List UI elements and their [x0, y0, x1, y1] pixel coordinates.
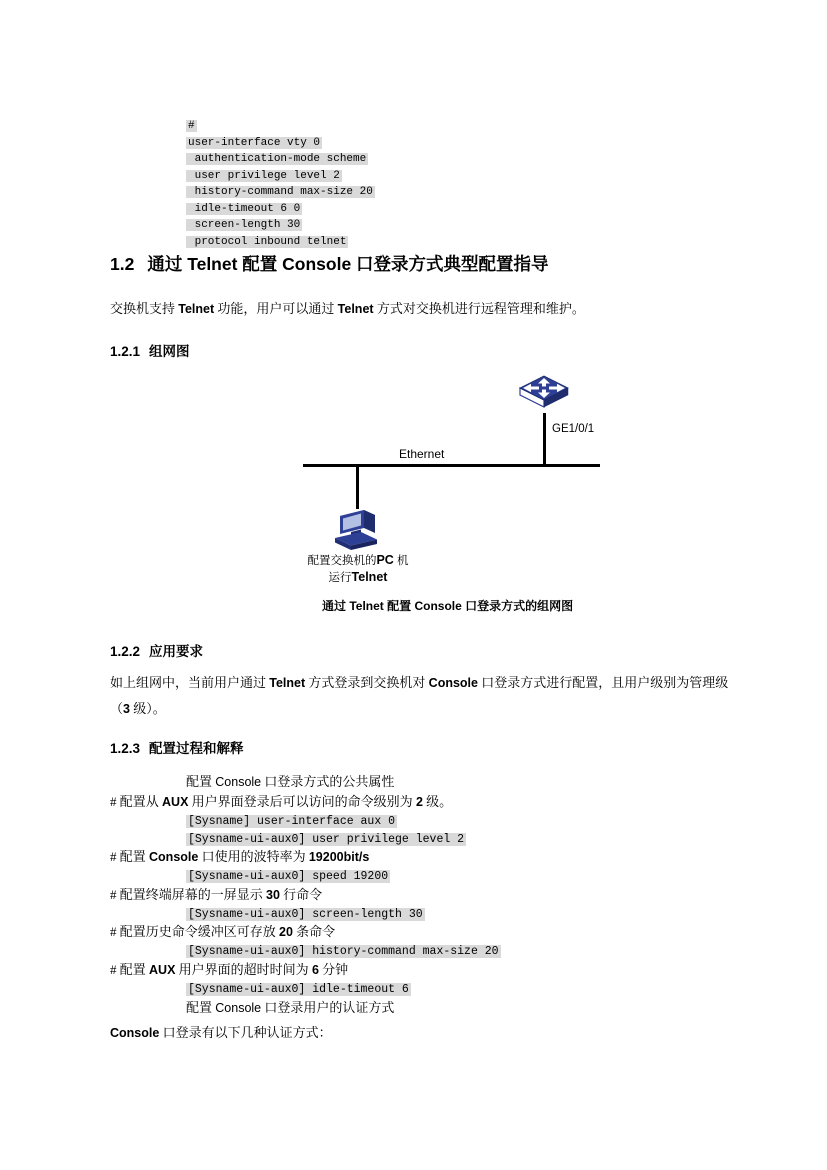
config-step [110, 922, 770, 960]
ethernet-label: Ethernet [399, 447, 445, 461]
section-title: 配置过程和解释 [149, 741, 244, 756]
step-code-block: [Sysname-ui-aux0] speed 19200 [188, 870, 389, 884]
section-1-2-heading [110, 251, 549, 276]
step-description: # 配置从 AUX 用户界面登录后可以访问的命令级别为 2 级。 [110, 794, 453, 809]
vty-config-code-block: # user-interface vty 0 authentication-mode scheme user privilege level 2 history-command max-size 20 idle-timeout 6 0 screen-length 30 protocol inbound telnet [188, 120, 373, 248]
section-title: 组网图 [149, 344, 190, 359]
network-diagram [0, 370, 827, 592]
switch-link-line [543, 413, 546, 466]
section-number: 1.2.2 [110, 644, 141, 659]
pc-icon [331, 503, 389, 553]
step-code-block: [Sysname-ui-aux0] history-command max-size 20 [188, 945, 499, 959]
config-step [110, 792, 770, 847]
step-description: # 配置 Console 口使用的波特率为 19200bit/s [110, 849, 370, 865]
step-code-block: [Sysname-ui-aux0] screen-length 30 [188, 907, 423, 921]
intro-paragraph: 交换机支持 Telnet 功能，用户可以通过 Telnet 方式对交换机进行远程管理和维护。 [110, 301, 585, 316]
requirement-paragraph: 如上组网中，当前用户通过 Telnet 方式登录到交换机对 Console 口登录方式进行配置，且用户级别为管理级（3 级）。 [110, 675, 729, 716]
pc-caption-line2: 运行Telnet [328, 570, 388, 584]
section-number: 1.2.1 [110, 344, 141, 359]
list-item-auth-mode: 配置 Console 口登录用户的认证方式 [186, 999, 395, 1015]
section-title: 应用要求 [149, 644, 204, 659]
list-item-common-properties: 配置 Console 口登录方式的公共属性 [186, 774, 395, 789]
step-description: # 配置历史命令缓冲区可存放 20 条命令 [110, 924, 336, 940]
config-step [110, 847, 770, 885]
pc-caption-line1: 配置交换机的PC 机 [307, 553, 409, 567]
section-1-2-3-heading [110, 737, 244, 757]
switch-icon [519, 375, 569, 417]
section-1-2-1-heading [110, 340, 190, 360]
figure-caption: 通过 Telnet 配置 Console 口登录方式的组网图 [322, 599, 574, 613]
section-1-2-2-heading [110, 640, 203, 660]
section-title: 通过 Telnet 配置 Console 口登录方式典型配置指导 [147, 254, 549, 274]
configuration-steps [110, 772, 770, 1043]
config-step [110, 885, 770, 923]
step-description: # 配置 AUX 用户界面的超时时间为 6 分钟 [110, 961, 349, 977]
step-code-block: [Sysname-ui-aux0] idle-timeout 6 [188, 982, 409, 996]
closing-paragraph: Console 口登录有以下几种认证方式： [110, 1024, 332, 1040]
ethernet-bus-line [303, 464, 600, 467]
port-label: GE1/0/1 [552, 423, 595, 435]
section-number: 1.2 [110, 254, 135, 274]
config-step [110, 960, 770, 998]
step-code-block: [Sysname] user-interface aux 0 [Sysname-ui-aux0] user privilege level 2 [188, 815, 465, 846]
step-description: # 配置终端屏幕的一屏显示 30 行命令 [110, 886, 323, 902]
section-number: 1.2.3 [110, 741, 141, 756]
